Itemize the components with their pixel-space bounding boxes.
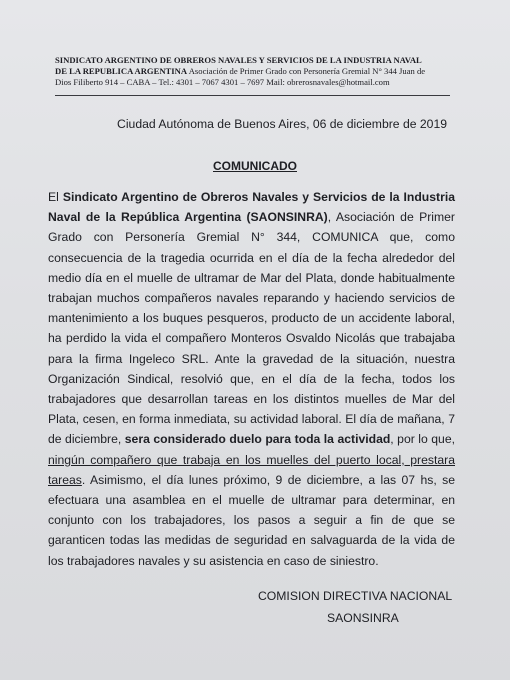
letterhead-org-line2-bold: DE LA REPUBLICA ARGENTINA — [55, 66, 188, 76]
body-segment: , Asociación de Primer Grado con Personería Gremial N° 344, COMUNICA que, como consecuencia de la tragedia ocurrida en el día de la fecha alrededor del medio día en el muelle de ultramar de Mar del Plata, donde habitualmente trabajan muchos compañeros navales reparando y haciendo servicios de mantenimiento a los buques pesqueros, producto de un accidente laboral, ha perdido la vida el compañero Monteros Osvaldo Nicolás que trabajaba para la firma Ingeleco SRL. Ante la gravedad de la situación, nuestra Organización Sindical, resolvió que, en el día de la fecha, todos los trabajadores que desarrollan tareas en los distintos muelles de Mar del Plata, cesen, en forma inmediata, su actividad laboral. El día de mañana, 7 de diciembre, — [48, 210, 455, 447]
body-work-stoppage-notice: ningún compañero que trabaja en los muelles del puerto local, prestara tareas — [48, 452, 455, 487]
document-title-text: COMUNICADO — [213, 159, 297, 173]
body-mourning-notice: sera considerado duelo para toda la actividad — [124, 432, 391, 447]
body-segment: , por lo que, — [390, 432, 456, 447]
signature-line1: COMISION DIRECTIVA NACIONAL — [258, 589, 453, 603]
document-title — [0, 157, 510, 175]
body-segment: . Asimismo, el día lunes próximo, 9 de diciembre, a las 07 hs, se efectuara una asamblea en el muelle de ultramar para determinar, en conjunto con los trabajadores, los pasos a seguir a fin de que se garanticen todas las medidas de seguridad en salvaguarda de la vida de los trabajadores navales y su asistencia en caso de siniestro. — [48, 472, 455, 568]
date-line: Ciudad Autónoma de Buenos Aires, 06 de diciembre de 2019 — [117, 117, 447, 131]
body-text — [48, 187, 455, 571]
body-org-name: Sindicato Argentino de Obreros Navales y Servicios de la Industria Naval de la República Argentina (SAONSINRA) — [48, 190, 455, 225]
letterhead — [55, 55, 450, 88]
letterhead-divider — [55, 95, 450, 96]
body-paragraph — [48, 187, 455, 571]
letterhead-org-line2-rest: Asociación de Primer Grado con Personería Gremial N° 344 Juan de — [187, 66, 426, 76]
signature-line2: SAONSINRA — [327, 611, 399, 625]
body-segment: El — [48, 190, 63, 204]
letterhead-org-line2 — [55, 66, 450, 77]
letterhead-contact-line: Dios Filiberto 914 – CABA – Tel.: 4301 – 7067 4301 – 7697 Mail: obrerosnavales@hotmail.com — [55, 77, 390, 87]
letterhead-org-line1: SINDICATO ARGENTINO DE OBREROS NAVALES Y SERVICIOS DE LA INDUSTRIA NAVAL — [55, 55, 422, 65]
